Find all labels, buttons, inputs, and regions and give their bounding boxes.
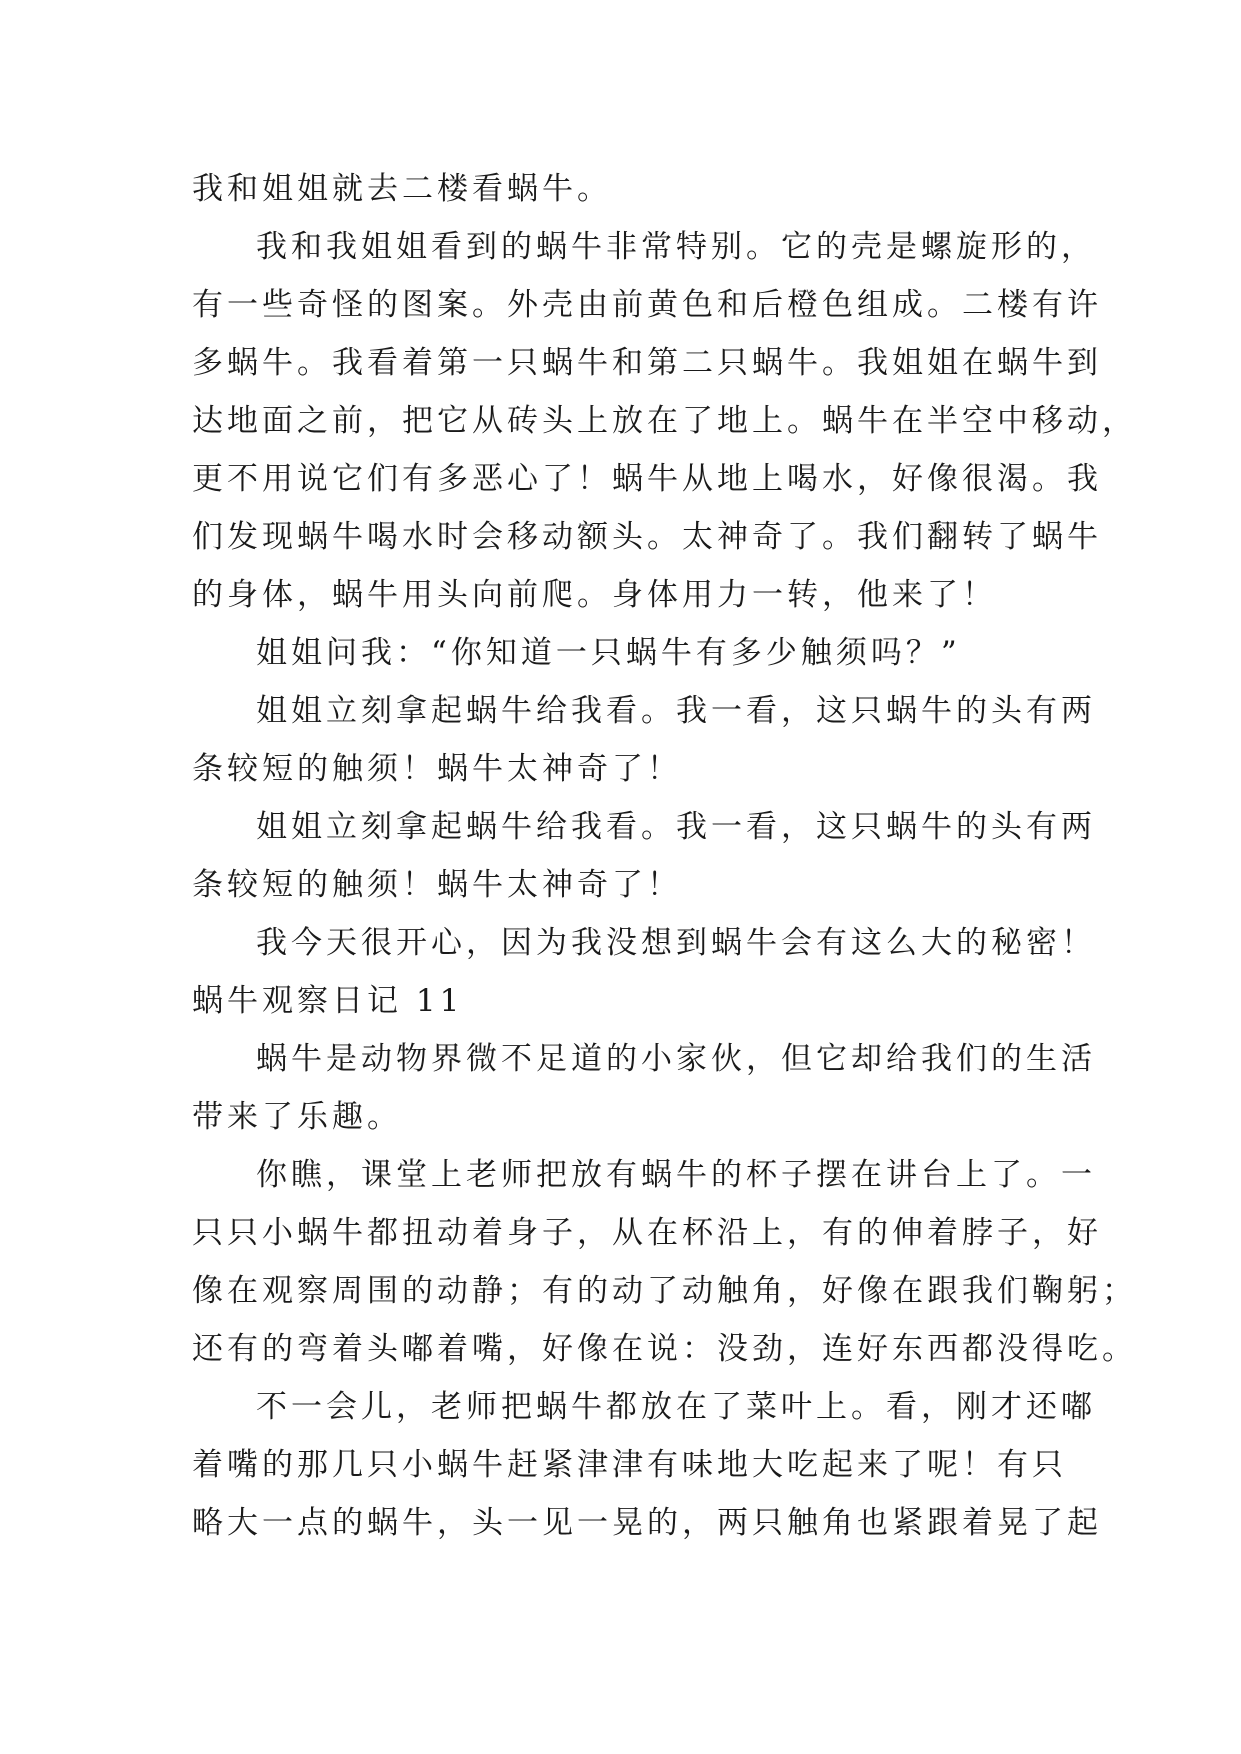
section-heading: 蜗牛观察日记 11 (192, 983, 464, 1019)
text-line: 你瞧，课堂上老师把放有蜗牛的杯子摆在讲台上了。一 (256, 1157, 1096, 1193)
text-line: 多蜗牛。我看着第一只蜗牛和第二只蜗牛。我姐姐在蜗牛到 (192, 345, 1102, 381)
text-line: 还有的弯着头嘟着嘴，好像在说：没劲，连好东西都没得吃。 (192, 1331, 1137, 1367)
text-line: 着嘴的那几只小蜗牛赶紧津津有味地大吃起来了呢！有只 (192, 1447, 1067, 1483)
text-line: 我和我姐姐看到的蜗牛非常特别。它的壳是螺旋形的， (256, 229, 1096, 265)
text-line: 只只小蜗牛都扭动着身子，从在杯沿上，有的伸着脖子，好 (192, 1215, 1102, 1251)
document-body (192, 160, 1137, 1552)
text-line: 达地面之前，把它从砖头上放在了地上。蜗牛在半空中移动， (192, 403, 1137, 439)
text-line: 带来了乐趣。 (192, 1099, 402, 1135)
text-line: 略大一点的蜗牛，头一见一晃的，两只触角也紧跟着晃了起 (192, 1505, 1102, 1541)
text-line: 姐姐立刻拿起蜗牛给我看。我一看，这只蜗牛的头有两 (256, 693, 1096, 729)
text-line: 条较短的触须！蜗牛太神奇了！ (192, 867, 682, 903)
text-line: 更不用说它们有多恶心了！蜗牛从地上喝水，好像很渴。我 (192, 461, 1102, 497)
text-line: 像在观察周围的动静；有的动了动触角，好像在跟我们鞠躬； (192, 1273, 1137, 1309)
text-line: 姐姐立刻拿起蜗牛给我看。我一看，这只蜗牛的头有两 (256, 809, 1096, 845)
text-line: 我和姐姐就去二楼看蜗牛。 (192, 171, 612, 207)
text-line: 条较短的触须！蜗牛太神奇了！ (192, 751, 682, 787)
text-line: 姐姐问我：“你知道一只蜗牛有多少触须吗？” (256, 635, 961, 671)
text-line: 有一些奇怪的图案。外壳由前黄色和后橙色组成。二楼有许 (192, 287, 1102, 323)
text-line: 不一会儿，老师把蜗牛都放在了菜叶上。看，刚才还嘟 (256, 1389, 1096, 1425)
text-line: 蜗牛是动物界微不足道的小家伙，但它却给我们的生活 (256, 1041, 1096, 1077)
text-line: 我今天很开心，因为我没想到蜗牛会有这么大的秘密！ (256, 925, 1096, 961)
text-line: 的身体，蜗牛用头向前爬。身体用力一转，他来了！ (192, 577, 997, 613)
text-line: 们发现蜗牛喝水时会移动额头。太神奇了。我们翻转了蜗牛 (192, 519, 1102, 555)
